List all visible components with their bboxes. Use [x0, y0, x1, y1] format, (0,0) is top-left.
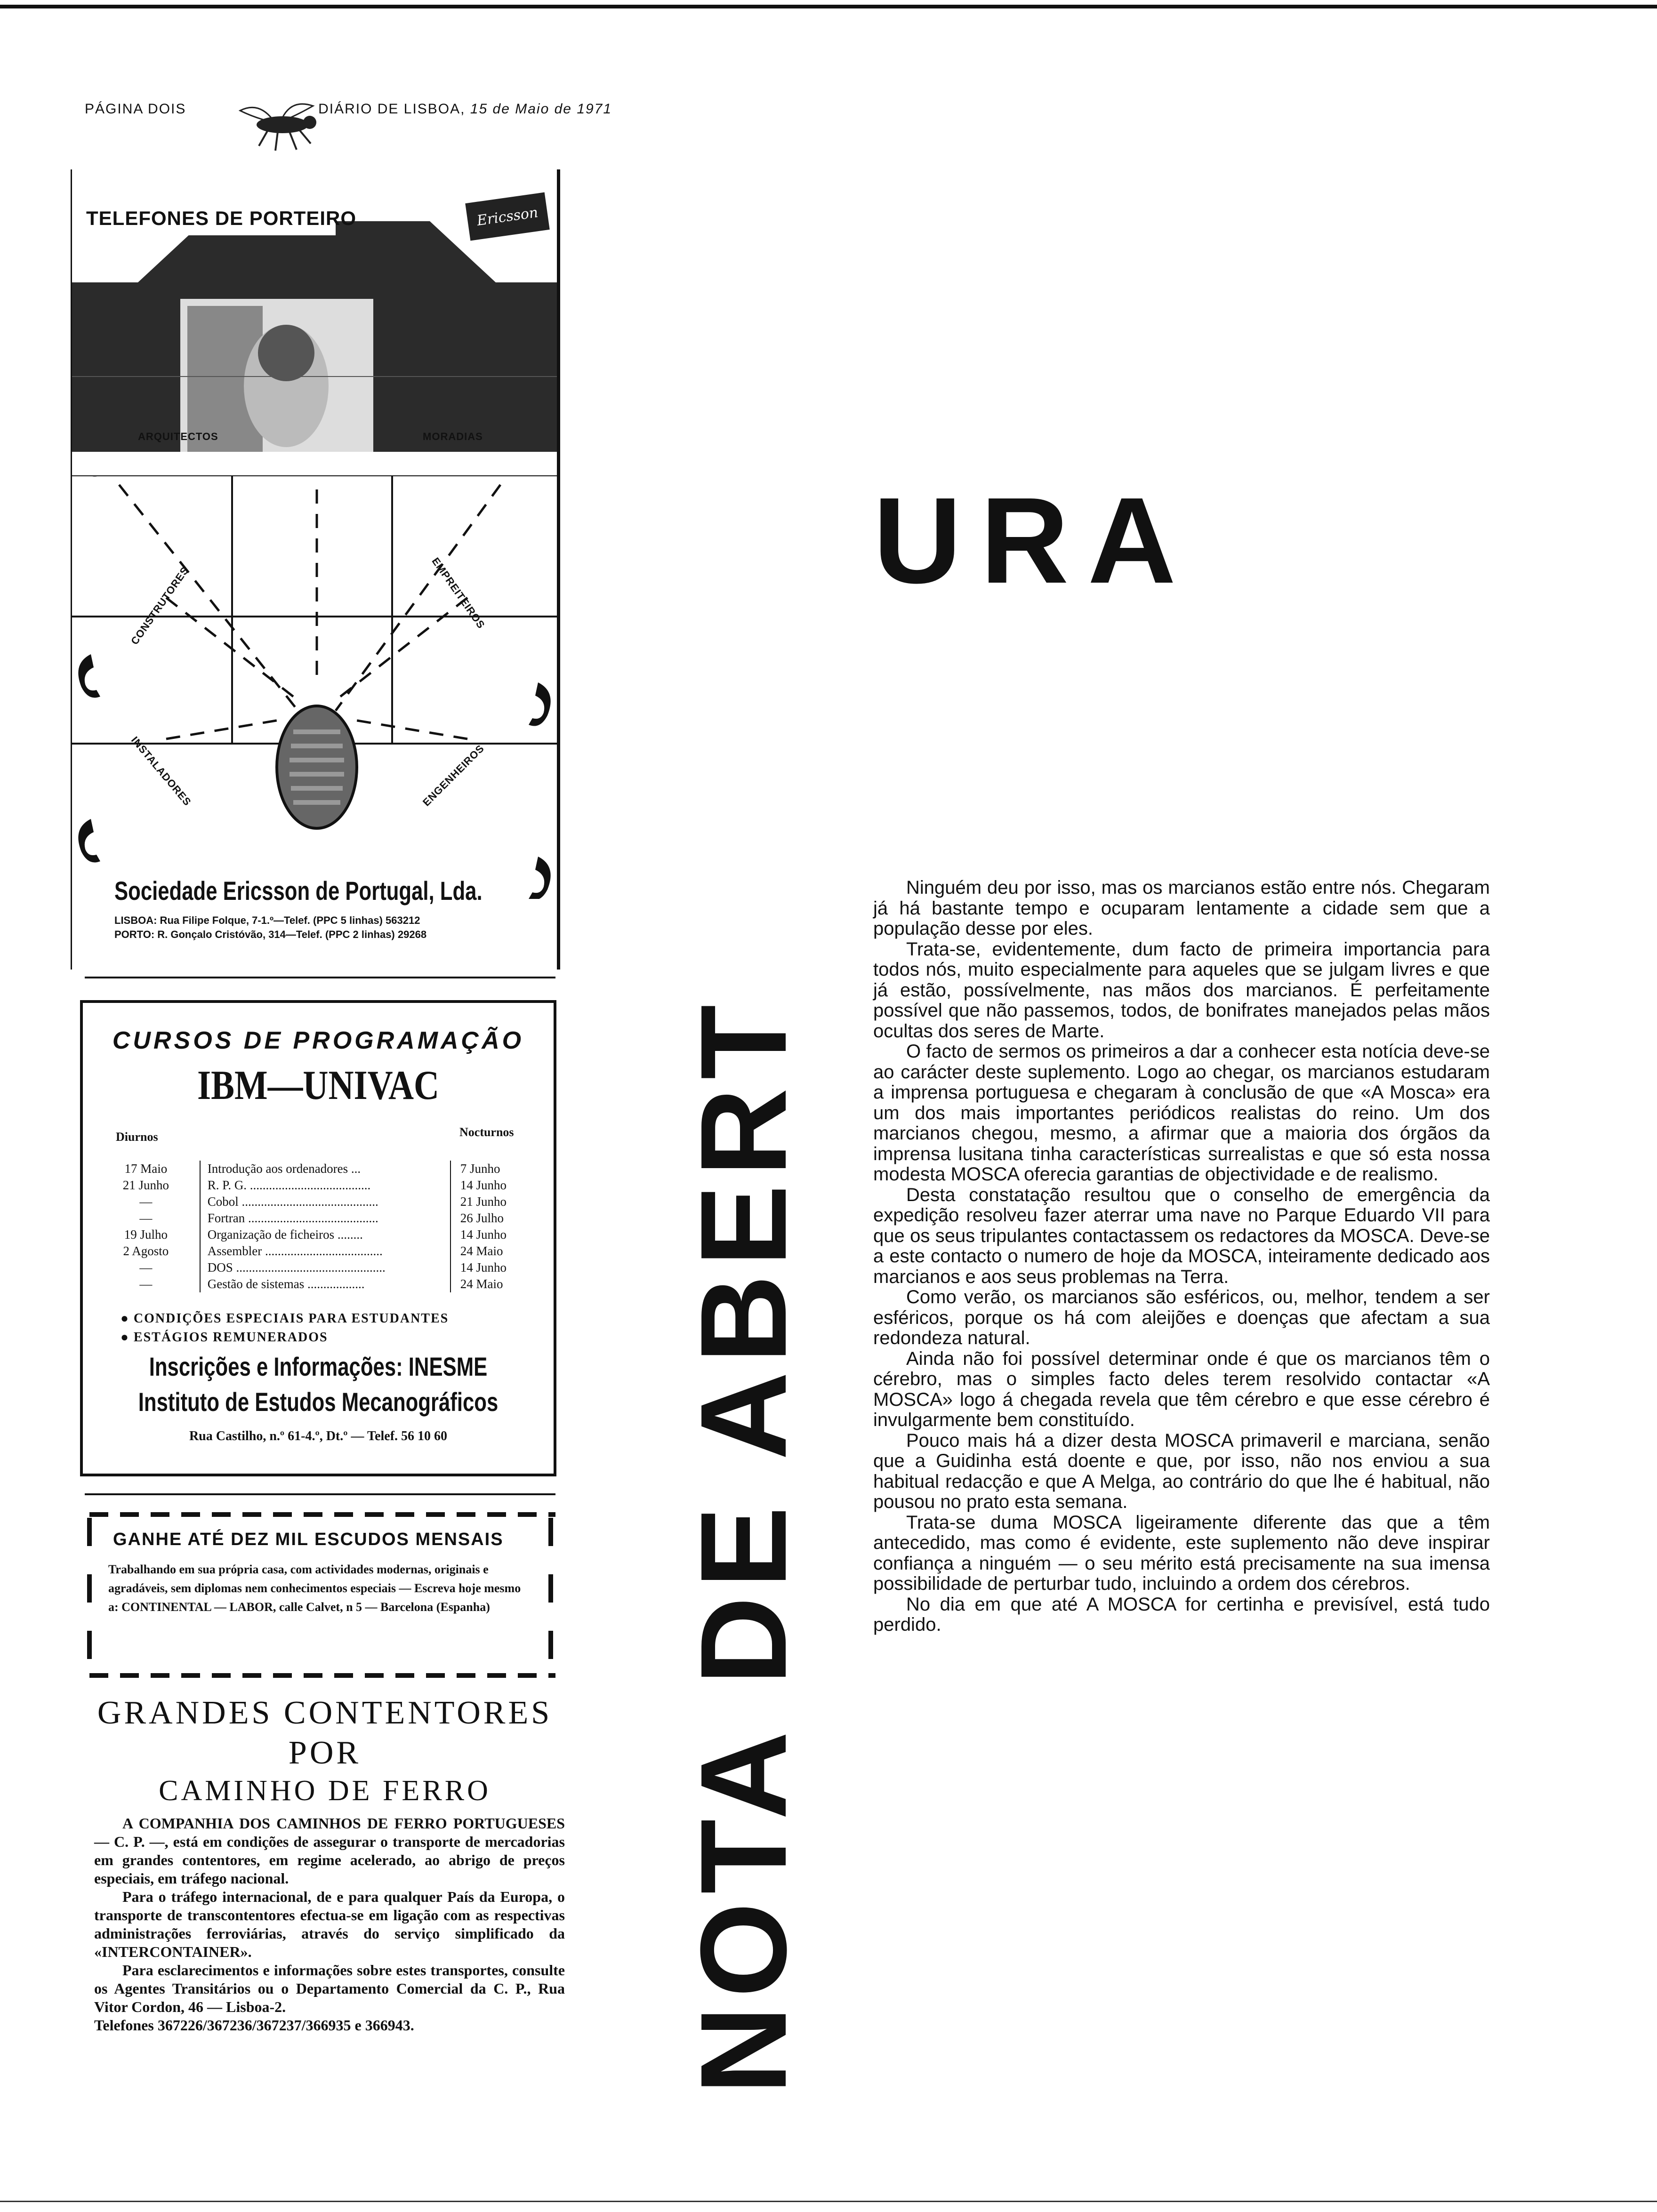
article-paragraph: Desta constatação resultou que o conselho de emergência da expedição resolveu fazer aterrar uma nave no Parque Eduardo VII para que os seus tripulantes contactassem os redactores da MOSCA. Deve-se a este contacto o numero de hoje da MOSCA, inteiramente dedicado aos marcianos e aos seus problemas na Terra. — [873, 1184, 1490, 1287]
article-paragraph: Ainda não foi possível determinar onde é que os marcianos têm o cérebro, mas o simples facto deles terem resolvido contactar «A MOSCA» logo á chegada revela que têm cérebro e que esse cérebro é invulgarmente bem constituído. — [873, 1348, 1490, 1430]
intercom-diagram — [72, 475, 557, 899]
ericsson-company-name: Sociedade Ericsson de Portugal, Lda. — [114, 876, 483, 906]
ericsson-address-porto: PORTO: R. Gonçalo Cristóvão, 314—Telef. (PPC 2 linhas) 29268 — [114, 929, 427, 940]
ibm-address: Rua Castilho, n.º 61-4.º, Dt.º — Telef. 56 10 60 — [189, 1429, 448, 1443]
article-paragraph: Ninguém deu por isso, mas os marcianos estão entre nós. Chegaram já há bastante tempo e ocuparam lentamente a cidade sem que a população desse por eles. — [873, 877, 1490, 939]
label-empreiteiros: EMPREITEIROS — [429, 555, 488, 631]
fly-icon — [231, 99, 325, 155]
table-row: — DOS ............................................... 14 Junho — [92, 1259, 544, 1276]
article-paragraph: Pouco mais há a dizer desta MOSCA primaveril e marciana, senão que a Guidinha está doente e que, por isso, não nos enviou a sua habitual redacção e que A Melga, ao contrário do que lhe é habitual, não pousou no prato esta semana. — [873, 1430, 1490, 1512]
contentores-title-3: CAMINHO DE FERRO — [159, 1775, 491, 1807]
label-instaladores: INSTALADORES — [129, 734, 194, 808]
courses-table — [92, 1161, 544, 1292]
ganhe-ad — [85, 1513, 555, 1675]
article-body — [873, 878, 1490, 1635]
contentores-phones: Telefones 367226/367236/367237/366935 e 366943. — [94, 2017, 414, 2034]
courses-title: CURSOS DE PROGRAMAÇÃO — [112, 1027, 524, 1054]
table-row: — Fortran ......................................... 26 Julho — [92, 1210, 544, 1226]
table-row: 17 Maio Introdução aos ordenadores ... 7 Junho — [92, 1161, 544, 1177]
page-label: PÁGINA DOIS — [85, 101, 186, 117]
contentores-title-2: POR — [288, 1735, 362, 1771]
table-row: 19 Julho Organização de ficheiros ........ 14 Junho — [92, 1226, 544, 1243]
col-diurnos: Diurnos — [116, 1130, 158, 1144]
ericsson-logo: Ericsson — [465, 192, 549, 241]
instituto-line: Instituto de Estudos Mecanográficos — [138, 1387, 499, 1417]
contentores-p1: A COMPANHIA DOS CAMINHOS DE FERRO PORTUGUESES — C. P. —, está em condições de assegurar o transporte de mercadorias em grandes contentores, em regime acelerado, ao abrigo de preços especiais, em tráfego nacional. — [94, 1815, 565, 1887]
table-row: — Gestão de sistemas .................. 24 Maio — [92, 1276, 544, 1292]
col-nocturnos: Nocturnos — [459, 1125, 514, 1139]
top-rule — [0, 5, 1657, 8]
bullet-estagios: ● ESTÁGIOS REMUNERADOS — [121, 1330, 328, 1345]
contentores-p2: Para o tráfego internacional, de e para qualquer País da Europa, o transporte de transcontentores efectua-se em ligação com as respectivas administrações ferroviárias, através do serviço simplificado da «INTERCONTAINER». — [94, 1888, 565, 1960]
contentores-p3: Para esclarecimentos e informações sobre estes transportes, consulte os Agentes Transitários ou o Departamento Comercial da C. P., Rua Vitor Cordon, 46 — Lisboa-2. — [94, 1962, 565, 2015]
article-paragraph: No dia em que até A MOSCA for certinha e previsível, está tudo perdido. — [873, 1594, 1490, 1635]
bottom-rule — [0, 2201, 1657, 2202]
ericsson-address-lisboa: LISBOA: Rua Filipe Folque, 7-1.º—Telef. (PPC 5 linhas) 563212 — [114, 914, 420, 926]
newspaper-title: DIÁRIO DE LISBOA, — [318, 101, 466, 117]
ericsson-ad — [71, 169, 560, 970]
inscricoes-line: Inscrições e Informações: INESME — [149, 1352, 488, 1381]
label-moradias: MORADIAS — [423, 431, 483, 442]
ganhe-text: Trabalhando em sua própria casa, com actividades modernas, originais e agradáveis, sem diplomas nem conhecimentos especiais — Escreva hoje mesmo a: CONTINENTAL — LABOR, calle Calvet, n 5 — Barcelona (Espanha) — [108, 1563, 521, 1614]
ibm-univac-brand: IBM—UNIVAC — [197, 1063, 439, 1108]
article-paragraph: Trata-se duma MOSCA ligeiramente diferente das que a têm antecedido, mas como é evidente, este suplemento não deve inspirar confiança a ninguém — o seu mérito está precisamente na sua imensa possibilidade de perturbar tudo, incluindo a ordem dos cérebros. — [873, 1512, 1490, 1594]
page-header — [85, 101, 612, 117]
headline-vertical: NOTA DE ABERT — [676, 996, 812, 2094]
ad-separator — [85, 977, 555, 978]
headline-horizontal: URA — [873, 473, 1195, 609]
contentores-body — [94, 1814, 565, 2035]
bullet-condicoes: ● CONDIÇÕES ESPECIAIS PARA ESTUDANTES — [121, 1311, 449, 1326]
issue-date: 15 de Maio de 1971 — [470, 101, 612, 117]
article-paragraph: Como verão, os marcianos são esféricos, ou, melhor, tendem a ser esféricos, porque os há com aleijões e doenças que afectam a sua redondeza natural. — [873, 1287, 1490, 1348]
table-row: 21 Junho R. P. G. ...................................... 14 Junho — [92, 1177, 544, 1194]
contentores-title-1: GRANDES CONTENTORES — [97, 1695, 553, 1731]
table-row: 2 Agosto Assembler ..................................... 24 Maio — [92, 1243, 544, 1259]
article-paragraph: O facto de sermos os primeiros a dar a conhecer esta notícia deve-se ao carácter deste suplemento. Logo ao chegar, os marcianos estudaram a imprensa portuguesa e chegaram à conclusão de que «A Mosca» era um dos mais importantes periódicos realistas do reino. Um dos marcianos chegou, mesmo, a afirmar que a maioria dos órgãos da imprensa lusitana tinha características surrealistas e que só esta nossa modesta MOSCA oferecia garantias de objectividade e de realismo. — [873, 1041, 1490, 1185]
ganhe-title: GANHE ATÉ DEZ MIL ESCUDOS MENSAIS — [113, 1530, 504, 1549]
article-paragraph: Trata-se, evidentemente, dum facto de primeira importancia para todos nós, muito especialmente para aqueles que se julgam livres e que já estão, possívelmente, nas mãos dos marcianos. É perfeitamente possível que não passemos, todos, de bonifrates manejados pelas mãos ocultas dos seres de Marte. — [873, 938, 1490, 1042]
ibm-univac-ad — [80, 1000, 556, 1476]
label-construtores: CONSTRUTORES — [129, 564, 191, 647]
ericsson-ad-title: TELEFONES DE PORTEIRO — [86, 207, 357, 229]
label-arquitectos: ARQUITECTOS — [138, 431, 218, 442]
table-row: — Cobol ........................................... 21 Junho — [92, 1194, 544, 1210]
label-engenheiros: ENGENHEIROS — [420, 742, 487, 809]
